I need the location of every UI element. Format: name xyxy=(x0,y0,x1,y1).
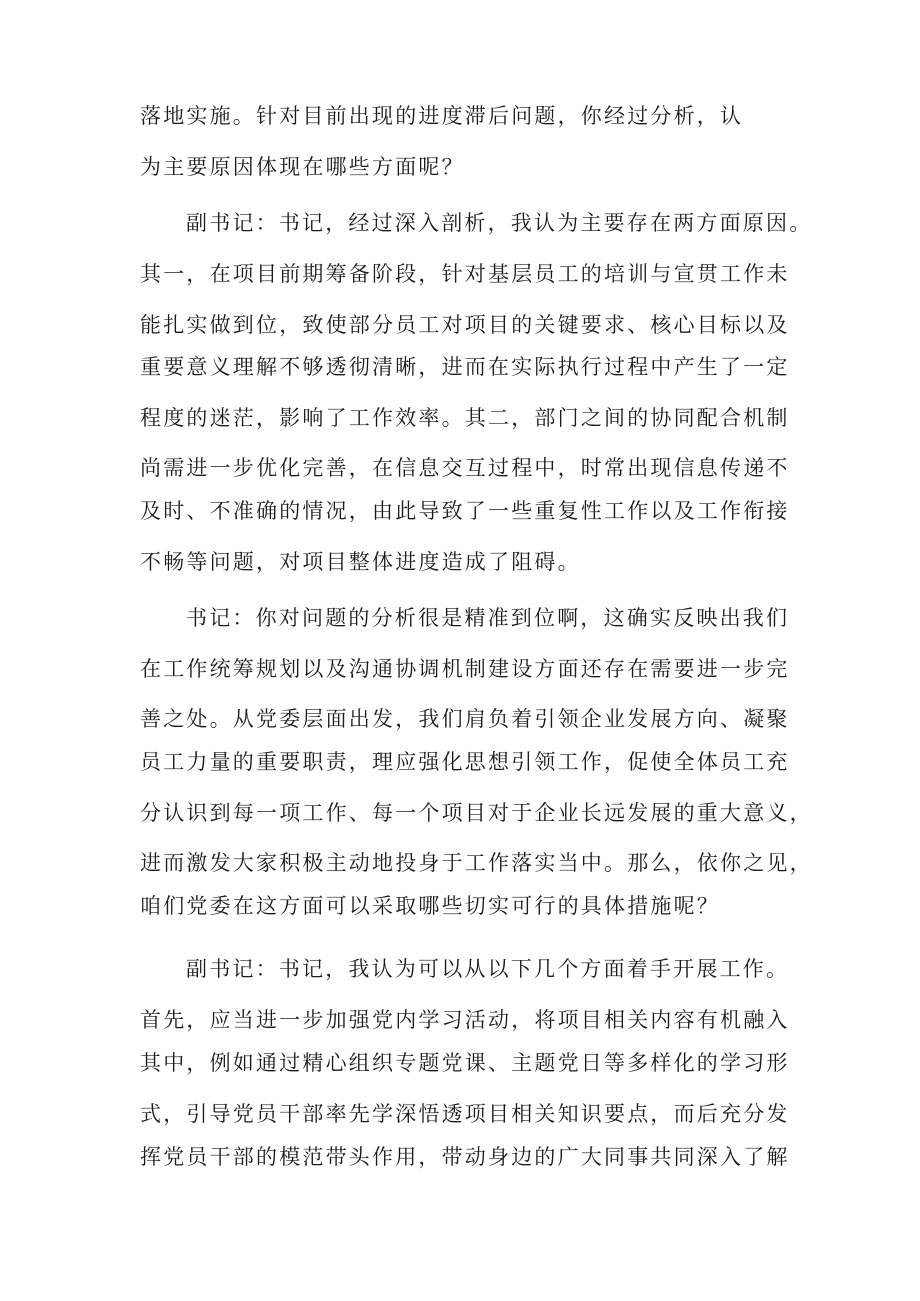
paragraph-3-line-5: 分认识到每一项工作、每一个项目对于企业长远发展的重大意义， xyxy=(140,801,813,825)
paragraph-4-line-5: 挥党员干部的模范带头作用，带动身边的广大同事共同深入了解 xyxy=(140,1145,790,1169)
paragraph-1-line-2: 为主要原因体现在哪些方面呢？ xyxy=(140,155,465,179)
paragraph-4-line-4: 式，引导党员干部率先学深悟透项目相关知识要点，而后充分发 xyxy=(140,1102,790,1126)
paragraph-3-line-4: 员工力量的重要职责，理应强化思想引领工作，促使全体员工充 xyxy=(140,750,790,774)
paragraph-3-line-1: 书记：你对问题的分析很是精准到位啊，这确实反映出我们 xyxy=(186,606,790,630)
paragraph-4-line-3: 其中，例如通过精心组织专题党课、主题党日等多样化的学习形 xyxy=(140,1051,790,1075)
paragraph-2-line-7: 及时、不准确的情况，由此导致了一些重复性工作以及工作衔接 xyxy=(140,499,790,523)
paragraph-2-line-2: 其一，在项目前期筹备阶段，针对基层员工的培训与宣贯工作未 xyxy=(140,262,790,286)
paragraph-1-line-1: 落地实施。针对目前出现的进度滞后问题，你经过分析，认 xyxy=(140,104,744,128)
paragraph-3-line-6: 进而激发大家积极主动地投身于工作落实当中。那么，依你之见， xyxy=(140,851,813,875)
paragraph-2-line-8: 不畅等问题，对项目整体进度造成了阻碍。 xyxy=(140,550,581,574)
paragraph-4-line-1: 副书记：书记，我认为可以从以下几个方面着手开展工作。 xyxy=(186,957,790,981)
paragraph-2-line-6: 尚需进一步优化完善，在信息交互过程中，时常出现信息传递不 xyxy=(140,456,790,480)
paragraph-3-line-2: 在工作统筹规划以及沟通协调机制建设方面还存在需要进一步完 xyxy=(140,657,790,681)
paragraph-2-line-3: 能扎实做到位，致使部分员工对项目的关键要求、核心目标以及 xyxy=(140,313,790,337)
paragraph-2-line-4: 重要意义理解不够透彻清晰，进而在实际执行过程中产生了一定 xyxy=(140,355,790,379)
paragraph-2-line-1: 副书记：书记，经过深入剖析，我认为主要存在两方面原因。 xyxy=(186,211,813,235)
paragraph-2-line-5: 程度的迷茫，影响了工作效率。其二，部门之间的协同配合机制 xyxy=(140,406,790,430)
paragraph-3-line-3: 善之处。从党委层面出发，我们肩负着引领企业发展方向、凝聚 xyxy=(140,707,790,731)
paragraph-3-line-7: 咱们党委在这方面可以采取哪些切实可行的具体措施呢？ xyxy=(140,894,720,918)
paragraph-4-line-2: 首先，应当进一步加强党内学习活动，将项目相关内容有机融入 xyxy=(140,1008,790,1032)
